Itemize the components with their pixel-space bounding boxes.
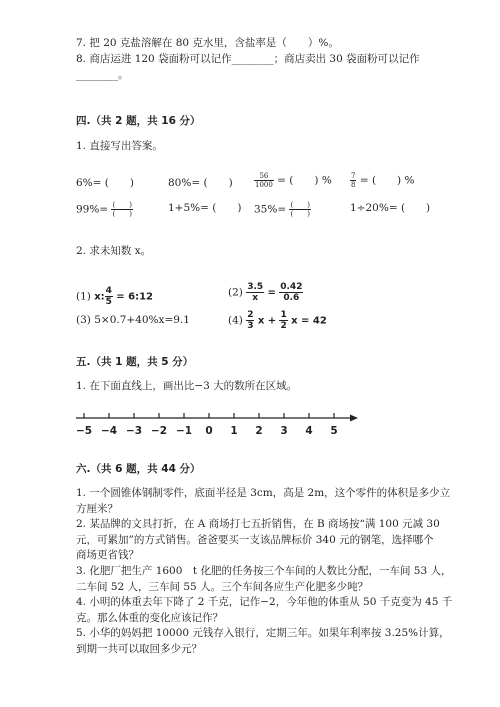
question-line: 方厘米？ bbox=[76, 502, 118, 515]
question-line: 4. 小明的体重去年下降了 2 千克，记作−2，今年他的体重从 50 千克变为 45 千 bbox=[76, 596, 453, 609]
tick-label: 0 bbox=[205, 425, 213, 437]
calc-2b: 1+5%= ( ) bbox=[168, 202, 242, 214]
sec4-q1: 1. 直接写出答案。 bbox=[76, 140, 163, 152]
number-line bbox=[0, 400, 500, 450]
fraction: $\frac{( )}{( )}$ bbox=[112, 201, 132, 218]
tick-label: 5 bbox=[330, 425, 338, 437]
tick-label: −1 bbox=[175, 425, 193, 437]
fraction: $\frac{4}{5}$ bbox=[105, 286, 112, 307]
tick-label: −5 bbox=[75, 425, 93, 437]
question-8: 8. 商店运进 120 袋面粉可以记作________；商店卖出 30 袋面粉可以记作 bbox=[76, 53, 420, 65]
sec4-q2: 2. 求未知数 x。 bbox=[76, 245, 152, 257]
tick-label: 3 bbox=[280, 425, 288, 437]
equation-3: (3) 5×0.7+40%x=9.1 bbox=[76, 314, 190, 326]
fraction: $\frac{0.42}{0.6}$ bbox=[280, 282, 303, 303]
question-line: 3. 化肥厂把生产 1600 t 化肥的任务按三个车间的人数比分配，一车间 53 人， bbox=[76, 565, 452, 577]
fraction: $\frac{1}{2}$ bbox=[280, 310, 287, 331]
fraction: $\frac{( )}{( )}$ bbox=[290, 201, 310, 218]
question-line: 2. 某品牌的文具打折，在 A 商场打七五折销售，在 B 商场按“满 100 元减 30 bbox=[76, 518, 440, 531]
calc-1a: 6%= ( ) bbox=[76, 177, 134, 189]
equation-1: (1) x: $\frac{4}{5}$ = 6:12 bbox=[76, 286, 154, 307]
tick-label: −4 bbox=[100, 425, 118, 437]
calc-1b: 80%= ( ) bbox=[168, 177, 233, 189]
question-8-cont: ________。 bbox=[76, 69, 129, 81]
calc-2d: 1÷20%= ( ) bbox=[350, 202, 431, 214]
question-line: 1. 一个圆锥体钢制零件，底面半径是 3cm，高是 2m，这个零件的体积是多少立 bbox=[76, 487, 451, 499]
question-line: 克。那么体重的变化应该记作？ bbox=[76, 611, 223, 624]
equation-2: (2) $\frac{3.5}{x}$ = $\frac{0.42}{0.6}$ bbox=[228, 282, 303, 303]
fraction: $\frac{56}{1000}$ bbox=[255, 172, 273, 189]
question-line: 元，可累加”的方式销售。爸爸要买一支该品牌标价 340 元的钢笔，选择哪个 bbox=[76, 533, 434, 546]
tick-label: −3 bbox=[125, 425, 143, 437]
calc-1d: $\frac{7}{8}$ = ( ) % bbox=[351, 172, 415, 189]
fraction: $\frac{3.5}{x}$ bbox=[247, 282, 264, 303]
tick-label: 2 bbox=[255, 425, 263, 437]
tick-label: 4 bbox=[305, 425, 313, 437]
question-line: 商场更省钱？ bbox=[76, 549, 139, 562]
fraction: $\frac{7}{8}$ bbox=[351, 172, 356, 189]
section-4-heading: 四.（共 2 题，共 16 分） bbox=[76, 115, 201, 127]
tick-label: −2 bbox=[150, 425, 168, 437]
sec5-q1: 1. 在下面直线上，画出比−3 大的数所在区域。 bbox=[76, 380, 298, 392]
question-line: 5. 小华的妈妈把 10000 元钱存入银行，定期三年。如果年利率按 3.25%计算， bbox=[76, 627, 450, 640]
fraction: $\frac{2}{3}$ bbox=[247, 310, 254, 331]
section-6-heading: 六.（共 6 题，共 44 分） bbox=[76, 463, 201, 475]
question-7: 7. 把 20 克盐溶解在 80 克水里，含盐率是（ ）%。 bbox=[76, 37, 339, 49]
calc-2a: 99%= $\frac{( )}{( )}$ bbox=[76, 201, 132, 218]
question-line: 二车间 52 人，三车间 55 人。三个车间各应生产化肥多少吨？ bbox=[76, 580, 369, 593]
tick-label: 1 bbox=[230, 425, 238, 437]
equation-4: (4) $\frac{2}{3}$ x + $\frac{1}{2}$ x = 42 bbox=[228, 310, 327, 331]
question-line: 到期一共可以取回多少元？ bbox=[76, 643, 202, 655]
calc-2c: 35%= $\frac{( )}{( )}$ bbox=[254, 201, 310, 218]
calc-1c: $\frac{56}{1000}$ = ( ) % bbox=[255, 172, 332, 189]
section-5-heading: 五.（共 1 题，共 5 分） bbox=[76, 356, 194, 368]
